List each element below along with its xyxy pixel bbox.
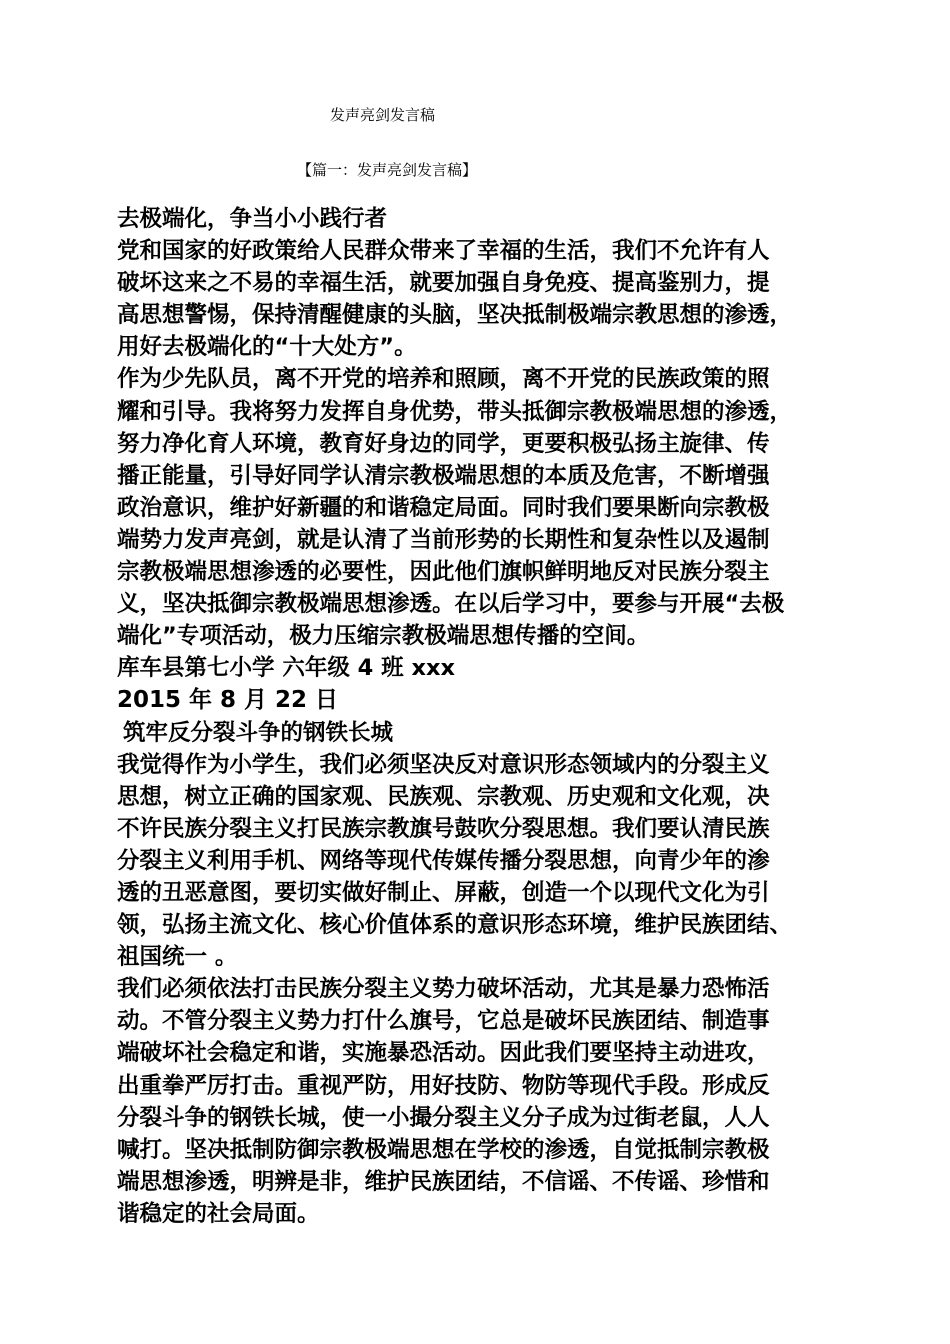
text-line: 高思想警惕，保持清醒健康的头脑，坚决抵制极端宗教思想的渗透， xyxy=(117,302,793,329)
text-line: 党和国家的好政策给人民群众带来了幸福的生活，我们不允许有人 xyxy=(117,238,770,265)
text-line: 分裂斗争的钢铁长城，使一小撮分裂主义分子成为过街老鼠，人人 xyxy=(117,1104,770,1131)
text-line: 播正能量，引导好同学认清宗教极端思想的本质及危害，不断增强 xyxy=(117,462,770,489)
text-line: 耀和引导。我将努力发挥自身优势，带头抵御宗教极端思想的渗透， xyxy=(117,398,793,425)
article1-paragraph-1 xyxy=(117,235,837,363)
text-line: 作为少先队员，离不开党的培养和照顾，离不开党的民族政策的照 xyxy=(117,366,770,393)
text-line: 我觉得作为小学生，我们必须坚决反对意识形态领域内的分裂主义 xyxy=(117,751,770,778)
text-line: 不许民族分裂主义打民族宗教旗号鼓吹分裂思想。我们要认清民族 xyxy=(117,815,770,842)
text-line: 努力净化育人环境，教育好身边的同学，更要积极弘扬主旋律、传 xyxy=(117,430,770,457)
text-line: 我们必须依法打击民族分裂主义势力破坏活动，尤其是暴力恐怖活 xyxy=(117,976,770,1003)
article2-paragraph-2 xyxy=(117,973,837,1230)
text-line: 端思想渗透，明辨是非，维护民族团结，不信谣、不传谣、珍惜和 xyxy=(117,1168,770,1195)
text-line: 端破坏社会稳定和谐，实施暴恐活动。因此我们要坚持主动进攻， xyxy=(117,1040,770,1067)
document-title: 发声亮剑发言稿 xyxy=(330,106,436,124)
text-line: 端势力发声亮剑，就是认清了当前形势的长期性和复杂性以及遏制 xyxy=(117,526,770,553)
article2-paragraph-1 xyxy=(117,749,837,974)
text-line: 用好去极端化的“十大处方”。 xyxy=(117,334,417,361)
text-line: 祖国统一 。 xyxy=(117,944,238,971)
article1-signature: 库车县第七小学 六年级 4 班 xxx xyxy=(117,655,456,682)
text-line: 破坏这来之不易的幸福生活，就要加强自身免疫、提高鉴别力，提 xyxy=(117,270,770,297)
document-body xyxy=(117,203,837,1230)
article2-heading: 筑牢反分裂斗争的钢铁长城 xyxy=(123,719,394,746)
text-line: 喊打。坚决抵制防御宗教极端思想在学校的渗透，自觉抵制宗教极 xyxy=(117,1136,770,1163)
text-line: 宗教极端思想渗透的必要性，因此他们旗帜鲜明地反对民族分裂主 xyxy=(117,559,770,586)
text-line: 分裂主义利用手机、网络等现代传媒传播分裂思想，向青少年的渗 xyxy=(117,847,770,874)
document-subtitle: 【篇一：发声亮剑发言稿】 xyxy=(297,161,478,179)
article1-date: 2015 年 8 月 22 日 xyxy=(117,687,339,714)
text-line: 政治意识，维护好新疆的和谐稳定局面。同时我们要果断向宗教极 xyxy=(117,494,770,521)
article1-heading: 去极端化，争当小小践行者 xyxy=(117,206,388,232)
text-line: 思想，树立正确的国家观、民族观、宗教观、历史观和文化观，决 xyxy=(117,783,770,810)
text-line: 透的丑恶意图，要切实做好制止、屏蔽，创造一个以现代文化为引 xyxy=(117,879,770,906)
article1-paragraph-2 xyxy=(117,363,837,652)
text-line: 出重拳严厉打击。重视严防，用好技防、物防等现代手段。形成反 xyxy=(117,1072,770,1099)
text-line: 领，弘扬主流文化、核心价值体系的意识形态环境，维护民族团结、 xyxy=(117,912,793,939)
text-line: 谐稳定的社会局面。 xyxy=(117,1200,320,1227)
text-line: 动。不管分裂主义势力打什么旗号，它总是破坏民族团结、制造事 xyxy=(117,1008,770,1035)
text-line: 端化”专项活动，极力压缩宗教极端思想传播的空间。 xyxy=(117,623,650,650)
text-line: 义，坚决抵御宗教极端思想渗透。在以后学习中，要参与开展“去极 xyxy=(117,591,785,618)
